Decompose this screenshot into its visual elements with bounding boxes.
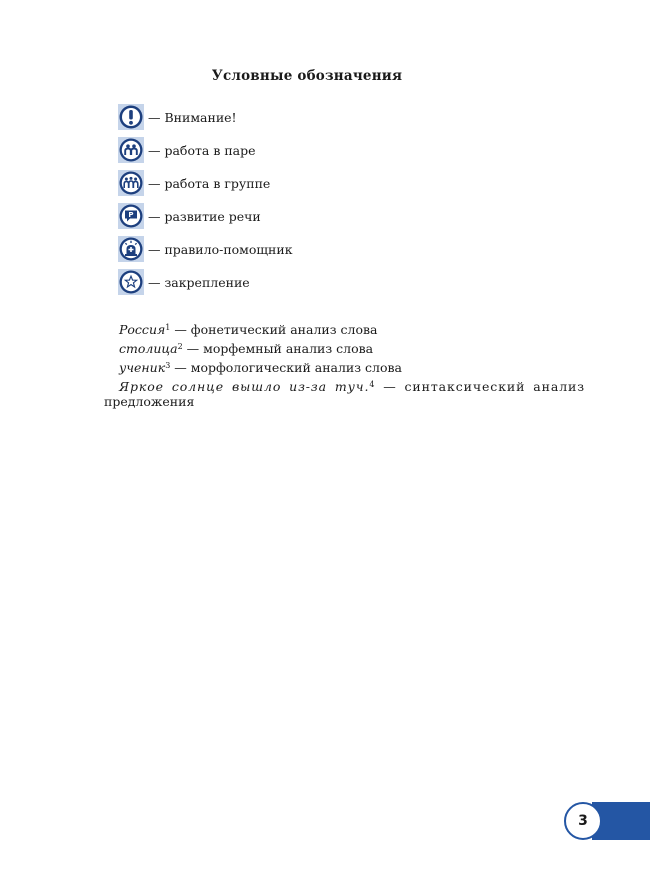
legend-item-reinforcement (118, 269, 250, 295)
legend-label: — правило-помощник (148, 241, 293, 257)
speech-development-icon (118, 203, 144, 229)
example-word: столица (119, 341, 178, 356)
example-word: Россия (119, 322, 166, 337)
rule-helper-icon (118, 236, 144, 262)
legend-item-speech-development (118, 203, 261, 229)
legend-item-pair-work (118, 137, 256, 163)
example-sentence: Яркое солнце вышло из-за туч. (119, 379, 370, 394)
legend-label: — работа в паре (148, 142, 256, 158)
exclamation-icon (118, 104, 144, 130)
group-work-icon (118, 170, 144, 196)
analysis-phonetic (104, 320, 496, 339)
legend-label: — Внимание! (148, 109, 237, 125)
legend-label: — работа в группе (148, 175, 271, 191)
footnote-marker: 4 (369, 380, 376, 389)
analysis-morphological (104, 358, 496, 377)
analysis-description: — морфологический анализ слова (170, 360, 403, 375)
page-title: Условные обозначения (211, 68, 403, 84)
pair-work-icon (118, 137, 144, 163)
legend-item-attention (118, 104, 237, 130)
analysis-description: — синтаксический анализ (375, 379, 585, 394)
footnote-marker: 2 (177, 342, 183, 351)
example-word: ученик (119, 360, 166, 375)
footnote-marker: 1 (165, 323, 171, 332)
legend-item-rule-helper (118, 236, 293, 262)
analysis-description: — морфемный анализ слова (182, 341, 374, 356)
page-number: 3 (564, 802, 602, 840)
analysis-morphemic (104, 339, 496, 358)
analysis-syntactic-continuation: предложения (104, 394, 195, 409)
analysis-description: — фонетический анализ слова (170, 322, 378, 337)
legend-label: — закрепление (148, 274, 250, 290)
analysis-notes (104, 320, 585, 411)
star-reinforcement-icon (118, 269, 144, 295)
footnote-marker: 3 (165, 361, 171, 370)
legend-label: — развитие речи (148, 208, 261, 224)
legend-item-group-work (118, 170, 270, 196)
svg-text:Р: Р (128, 211, 134, 219)
